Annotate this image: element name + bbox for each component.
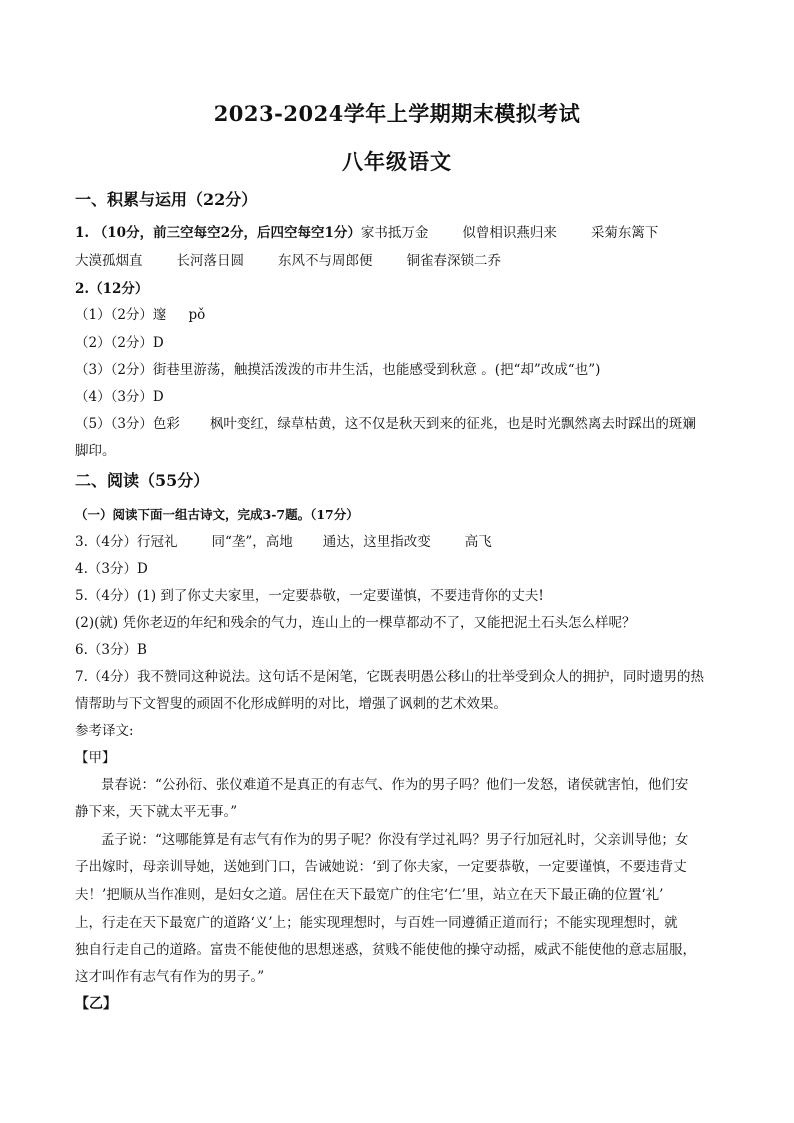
section2-heading: 二、阅读（55分） [75,471,210,490]
q1-answer-5: 长河落日圆 [176,253,244,269]
section2-sub1: （一）阅读下面一组古诗文，完成3-7题。（17分） [75,507,359,522]
translation-p2-line4: 上，行走在天下最宽广的道路‘义’上；能实现理想时，与百姓一同遵循正道而行；不能实现理想时，就 [75,915,678,931]
q5-1: 5.（4分）(1) 到了你丈夫家里，一定要恭敬，一定要谨慎，不要违背你的丈夫! [75,588,544,604]
q2-5-word: （5）（3分）色彩 [75,416,180,432]
q2-label: 2.（12分） [75,281,149,297]
yi-marker: 【乙】 [75,996,117,1012]
translation-p2-line3: 夫！’把顺从当作准则，是妇女之道。居住在天下最宽广的住宅‘仁’里，站立在天下最正确的位置‘礼’ [75,887,664,903]
q1-row1 [75,223,658,243]
translation-p1-line2: 静下来，天下就太平无事。” [75,804,238,820]
q2-2: （2）（2分）D [75,335,164,351]
translation-p2-line6: 这才叫作有志气有作为的男子。” [75,969,265,985]
q2-5-cont: 脚印。 [75,443,116,459]
q3-answer-1: 3.（4分）行冠礼 [75,534,178,550]
q6: 6.（3分）B [75,642,147,658]
q1-answer-7: 铜雀春深锁二乔 [406,253,501,269]
q2-1-pinyin: pǒ [188,307,206,323]
q7-line1: 7.（4分）我不赞同这种说法。这句话不是闲笔，它既表明愚公移山的壮举受到众人的拥护，同时遗男的热 [75,669,704,685]
jia-marker: 【甲】 [75,750,116,766]
section1-heading: 一、积累与运用（22分） [75,190,258,209]
q5-2: (2)(就) 凭你老迈的年纪和残余的气力，连山上的一棵草都动不了，又能把泥土石头怎么样呢？ [75,615,636,631]
q1-answer-4: 大漠孤烟直 [75,253,143,269]
q2-5 [75,414,696,434]
q1-row2 [75,251,501,271]
q2-1 [75,305,205,325]
reference-translation-label: 参考译文: [75,723,134,739]
q1-answer-6: 东风不与周郎便 [278,253,373,269]
q7-line2: 情帮助与下文智叟的顽固不化形成鲜明的对比，增强了讽刺的艺术效果。 [75,696,507,712]
q1-answer-1: 家书抵万金 [360,225,429,241]
q4: 4.（3分）D [75,561,148,577]
page-subtitle: 八年级语文 [342,149,452,174]
q3-answer-3: 通达，这里指改变 [322,534,431,550]
translation-p2-line5: 独自行走自己的道路。富贵不能使他的思想迷惑，贫贱不能使他的操守动摇，威武不能使他的意志屈服， [75,942,696,958]
q3 [75,532,492,552]
q1-answer-2: 似曾相识燕归来 [462,225,557,241]
translation-p2-line2: 子出嫁时，母亲训导她，送她到门口，告诫她说：‘到了你夫家，一定要恭敬，一定要谨慎，不要违背丈 [75,859,687,875]
q2-1-answer: （1）（2分）邃 [75,307,167,323]
q1-answer-3: 采菊东篱下 [590,225,659,241]
translation-p1-line1: 景春说：“公孙衍、张仪难道不是真正的有志气、作为的男子吗？他们一发怒，诸侯就害怕，他们安 [101,777,689,793]
q3-answer-4: 高飞 [464,534,492,550]
q2-4: （4）（3分）D [75,389,164,405]
q2-5-sentence: 枫叶变红，绿草枯黄，这不仅是秋天到来的征兆，也是时光飘然离去时踩出的斑斓 [209,416,696,432]
q1-label: 1. （10分，前三空每空2分，后四空每空1分） [75,225,361,241]
translation-p2-line1: 孟子说：“这哪能算是有志气有作为的男子呢？你没有学过礼吗？男子行加冠礼时，父亲训导他；女 [101,832,689,848]
q3-answer-2: 同“垄”，高地 [211,534,293,550]
page-title: 2023-2024学年上学期期末模拟考试 [213,101,581,126]
q2-3: （3）（2分）街巷里游荡，触摸活泼泼的市井生活，也能感受到秋意 。(把“却”改成“也”) [75,362,601,378]
